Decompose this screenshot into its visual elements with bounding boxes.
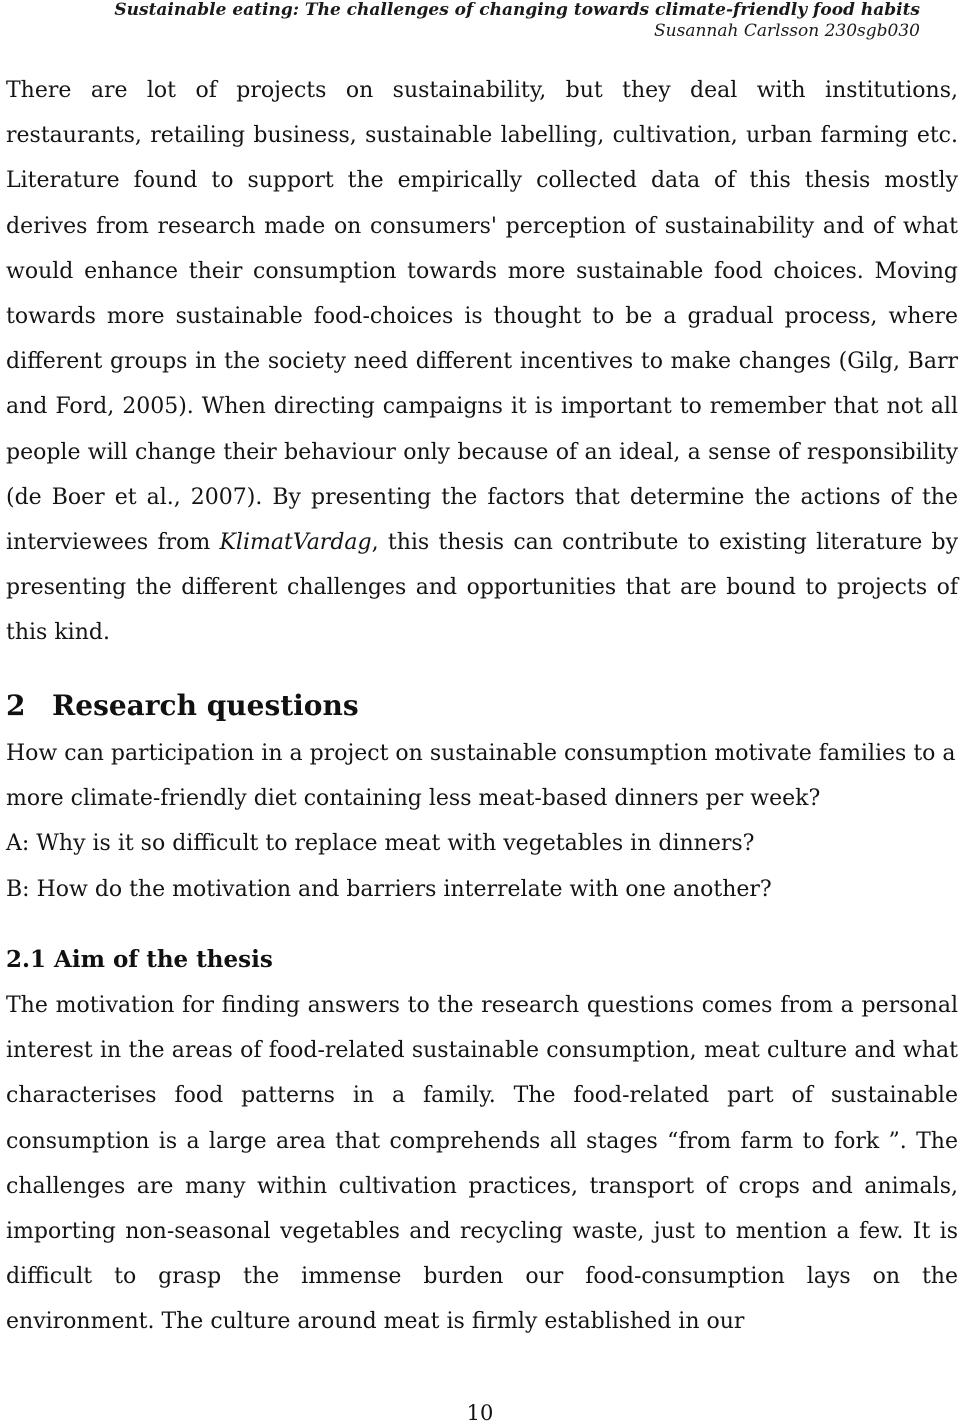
header-author: Susannah Carlsson 230sgb030 xyxy=(654,21,920,41)
subsection-heading: 2.1 Aim of the thesis xyxy=(6,946,273,973)
intro-text-start: There are lot of projects on sustainability, but they deal with institutions, restaurants, retailing business, sustainable labelling, cultivation, urban farming etc. Literature found to support the empirically collected data of this thesis mostly derives from research made on consumers' perception of sustainability and of what would enhance their consumption towards more sustainable food choices. Moving towards more sustainable food-choices is thought to be a gradual process, where different groups in the society need different incentives to make changes (Gilg, Barr and Ford, 2005). When directing campaigns it is important to remember that not all people will change their behaviour only because of an ideal, a sense of responsibility (de Boer et al., 2007). By presenting the factors that determine the actions of the interviewees from xyxy=(6,78,958,556)
page-number: 10 xyxy=(466,1401,494,1425)
research-question-b: B: How do the motivation and barriers interrelate with one another? xyxy=(6,876,772,902)
research-question-main: How can participation in a project on sustainable consumption motivate families to a more climate-friendly diet containing less meat-based dinners per week? xyxy=(6,741,956,812)
running-header xyxy=(114,0,920,42)
intro-paragraph xyxy=(6,68,958,656)
project-name: KlimatVardag xyxy=(219,530,372,556)
section-title: Research questions xyxy=(52,689,359,722)
research-questions xyxy=(6,731,958,912)
section-number: 2 xyxy=(6,689,26,722)
intro-text-end: , this thesis can contribute to existing literature by presenting the different challenges and opportunities that are bound to projects of this kind. xyxy=(6,530,959,646)
aim-paragraph: The motivation for finding answers to the research questions comes from a personal interest in the areas of food-related sustainable consumption, meat culture and what characterises food patterns in a family. The food-related part of sustainable consumption is a large area that comprehends all stages “from farm to fork ”. The challenges are many within cultivation practices, transport of crops and animals, importing non-seasonal vegetables and recycling waste, just to mention a few. It is difficult to grasp the immense burden our food-consumption lays on the environment. The culture around meat is firmly established in our xyxy=(6,993,958,1335)
section-heading xyxy=(6,686,359,726)
header-title: Sustainable eating: The challenges of changing towards climate-friendly food habits xyxy=(114,0,920,20)
research-question-a: A: Why is it so difficult to replace meat with vegetables in dinners? xyxy=(6,831,755,857)
